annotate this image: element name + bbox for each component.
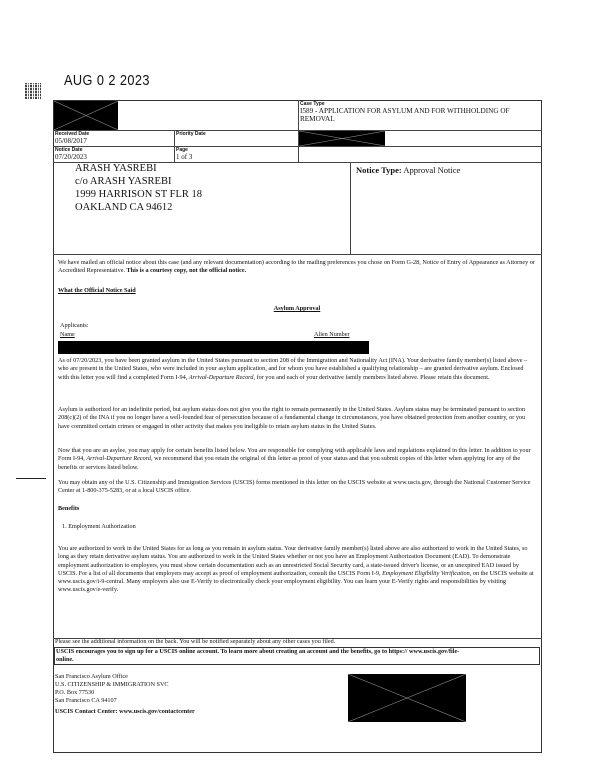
divider <box>350 162 351 254</box>
benefits-text: Now that you are an asylee, you may apply for certain benefits listed below. You are responsible for complying with applicable laws and regulations explained in this letter. In addition to your Form I-94, <box>58 447 531 463</box>
form-name: Arrival-Departure Record <box>86 455 152 463</box>
status-paragraph: Asylum is authorized for an indefinite period, but asylum status does not give you the right to remain permanently in the United States. Asylum status may be terminated pursuant to section 208(c)(2) of the INA if you no longer have a well-founded fear of persecution because of a fundamental change in circumstances, you have obtained protection from another country, or you have committed certain crimes or engaged in other activity that makes you ineligible to retain asylum status in the United States. <box>58 406 526 430</box>
applicants-label: Applicants: <box>60 322 89 329</box>
divider <box>174 130 175 162</box>
office-line: P.O. Box 77530 <box>55 689 95 696</box>
address-line: c/o ARASH YASREBI <box>75 176 172 187</box>
notice-type-label: Notice Type: <box>356 165 402 175</box>
received-date-value: 05/08/2017 <box>55 137 87 145</box>
employment-text: You are authorized to work in the United States for as long as you remain in asylum status. Your derivative family member(s) listed above are also authorized to work in the United States, so long as they retain derivative asylum status. You are authorized to work in the United States whether or not you have an Employment Authorization Document (EAD). To demonstrate employment authorization to employers, you must show certain documentation such as an unrestricted Social Security card, a state-issued driver's license, or an unexpired EAD issued by USCIS. For a list of all documents that employers may accept as proof of employment authorization, consult the USCIS Form I-9, <box>58 545 528 577</box>
employment-paragraph <box>58 545 536 595</box>
office-line: U.S. CITIZENSHIP & IMMIGRATION SVC <box>55 681 169 688</box>
notice-type <box>356 165 460 175</box>
redacted-signature <box>348 674 466 722</box>
page-label: Page <box>176 147 188 153</box>
redacted-receipt-number <box>54 101 118 130</box>
column-alien-number-header: Alien Number <box>314 331 350 338</box>
form-name: Employment Eligibility Verification <box>382 569 470 577</box>
section-heading: What the Official Notice Said <box>58 287 136 294</box>
notice-type-value: Approval Notice <box>403 165 461 175</box>
barcode-icon <box>25 83 41 99</box>
office-line: San Francisco Asylum Office <box>55 673 128 680</box>
column-name-header: Name <box>60 331 75 338</box>
grant-paragraph <box>58 357 536 382</box>
address-line: OAKLAND CA 94612 <box>75 202 173 213</box>
benefit-item: 1. Employment Authorization <box>62 523 136 530</box>
grant-text: , for you and each of your derivative family members listed above. Please retain this document. <box>253 373 490 381</box>
notice-date-value: 07/20/2023 <box>55 153 87 161</box>
benefits-intro-paragraph <box>58 447 536 472</box>
redacted-field <box>299 131 385 146</box>
online-account-note: USCIS encourages you to sign up for a USCIS online account. To learn more about creating an account and the benefits, go to https:// www.uscis.gov/file-online. <box>56 648 460 664</box>
case-type-value: I589 - APPLICATION FOR ASYLUM AND FOR WITHHOLDING OF REMOVAL <box>300 107 510 123</box>
case-type-label: Case Type <box>300 101 325 107</box>
additional-info-note: Please see the additional information on the back. You will be notified separately about any other cases you filed. <box>55 638 336 645</box>
benefits-heading: Benefits <box>58 505 80 512</box>
priority-date-label: Priority Date <box>176 131 206 137</box>
intro-paragraph <box>58 259 536 276</box>
courtesy-copy-note: This is a courtesy copy, not the official notice. <box>126 267 247 275</box>
forms-paragraph: You may obtain any of the U.S. Citizenship and Immigration Services (USCIS) forms mentioned in this letter on the USCIS website at www.uscis.gov, through the National Customer Service Center at 1-800-375-5283, or at a local USCIS office. <box>58 479 531 495</box>
address-line: 1999 HARRISON ST FLR 18 <box>75 189 202 200</box>
contact-center: USCIS Contact Center: www.uscis.gov/contactcenter <box>55 708 195 715</box>
notice-date-label: Notice Date <box>55 147 83 153</box>
margin-mark <box>16 478 46 479</box>
received-date-label: Received Date <box>55 131 90 137</box>
divider <box>53 254 542 255</box>
redacted-applicant-row <box>58 341 369 354</box>
page-value: 1 of 3 <box>176 153 193 161</box>
intro-text: We have mailed an official notice about this case (and any relevant documentation) according to the mailing preferences you chose on Form G-28, Notice of Entry of Appearance as Attorney or Accredited Representative. <box>58 259 535 275</box>
form-name: Arrival-Departure Record <box>188 373 254 381</box>
received-date-stamp: AUG 0 2 2023 <box>64 72 150 89</box>
document-title: Asylum Approval <box>273 305 321 312</box>
office-line: San Francisco CA 94107 <box>55 697 117 704</box>
address-line: ARASH YASREBI <box>75 163 157 174</box>
employment-text: , on the USCIS website at www.uscis.gov/i-9-central. Many employers also use E-Verify to electronically check your employment eligibility. You can learn your E-Verify rights and responsibilities by visiting www.uscis.gov/e-verify. <box>58 569 534 594</box>
benefits-text: , we recommend that you retain the original of this letter as proof of your status and that you submit copies of this letter when applying for any of the benefits or services listed below. <box>58 455 521 471</box>
grant-text: As of 07/20/2023, you have been granted asylum in the United States pursuant to section 208 of the Immigration and Nationality Act (INA). Your derivative family member(s) listed above – who are present in the United States, who were included in your asylum application, and for whom you have established a qualifying relationship – are granted derivative asylum. Enclosed with this letter you will find a completed Form I-94, <box>58 357 528 381</box>
